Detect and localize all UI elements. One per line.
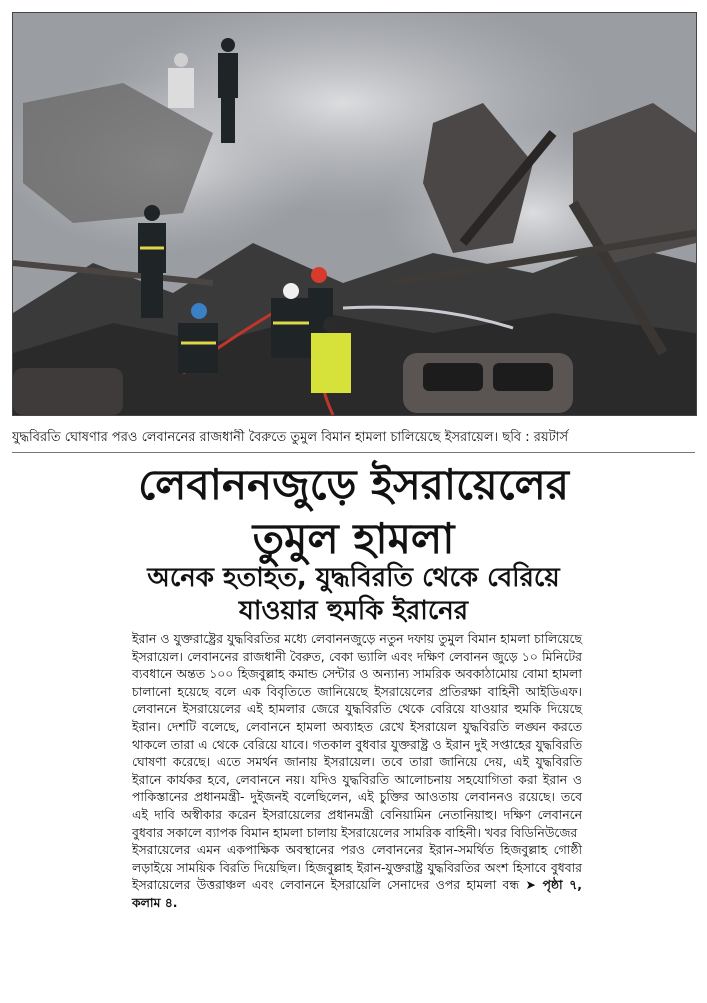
headline-line-2: তুমুল হামলা bbox=[252, 514, 455, 563]
news-photo bbox=[12, 12, 697, 416]
article-paragraph-2-text: ইসরায়েলের এমন একপাক্ষিক অবস্থানের পরও লেবাননের ইরান-সমর্থিত হিজবুল্লাহ গোষ্ঠী লড়াইয়ে সাময়িক বিরতি দিয়েছিল। হিজবুল্লাহ ইরান-যুক্তরাষ্ট্র যুদ্ধবিরতির অংশ হিসাবে বুধবার ইসরায়েলের উত্তরাঞ্চল এবং লেবাননে ইসরায়েলি সেনাদের ওপর হামলা বন্ধ bbox=[132, 842, 582, 893]
subheadline-line-2: যাওয়ার হুমকি ইরানের bbox=[238, 596, 469, 626]
headline-line-1: লেবাননজুড়ে ইসরায়েলের bbox=[138, 460, 569, 509]
photo-caption: যুদ্ধবিরতি ঘোষণার পরও লেবাননের রাজধানী বৈরুতে তুমুল বিমান হামলা চালিয়েছে ইসরায়েল। ছবি : রয়টার্স bbox=[12, 430, 569, 445]
subheadline bbox=[12, 562, 695, 628]
subheadline-line-1: অনেক হতাহত, যুদ্ধবিরতি থেকে বেরিয়ে bbox=[147, 563, 560, 593]
article-body bbox=[132, 630, 582, 912]
caption-divider bbox=[12, 452, 695, 453]
fire-rubble-illustration bbox=[13, 13, 696, 415]
article-paragraph-2 bbox=[132, 841, 582, 911]
continued-on-page: ➤ পৃষ্ঠা ৭, কলাম ৪. bbox=[132, 877, 582, 910]
article-paragraph-1: ইরান ও যুক্তরাষ্ট্রের যুদ্ধবিরতির মধ্যে লেবাননজুড়ে নতুন দফায় তুমুল বিমান হামলা চালিয়েছে ইসরায়েল। লেবাননের রাজধানী বৈরুত, বেকা ভ্যালি এবং দক্ষিণ লেবানন জুড়ে ১০ মিনিটের ব্যবধানে অন্তত ১০০ হিজবুল্লাহ কমান্ড সেন্টার ও অন্যান্য সামরিক অবকাঠামোয় বোমা হামলা চালানো হয়েছে বলে এক বিবৃতিতে জানিয়েছে ইসরায়েলের প্রতিরক্ষা বাহিনী আইডিএফ। লেবাননে ইসরায়েলের এই হামলার জেরে যুদ্ধবিরতি থেকে বেরিয়ে যাওয়ার হুমকি দিয়েছে ইরান। দেশটি বলেছে, লেবাননে হামলা অব্যাহত রেখে ইসরায়েল যুদ্ধবিরতি লঙ্ঘন করতে থাকলে তারা এ থেকে বেরিয়ে যাবে। গতকাল বুধবার যুক্তরাষ্ট্র ও ইরান দুই সপ্তাহের যুদ্ধবিরতি ঘোষণা করেছে। এতে সমর্থন জানায় ইসরায়েল। তবে তারা জানিয়ে দেয়, এই যুদ্ধবিরতি ইরানে কার্যকর হবে, লেবাননে নয়। যদিও যুদ্ধবিরতি আলোচনায় সহযোগিতা করা ইরান ও পাকিস্তানের প্রধানমন্ত্রী- দুইজনই বলেছিলেন, এই চুক্তির আওতায় লেবাননও রয়েছে। তবে এই দাবি অস্বীকার করেন ইসরায়েলের প্রধানমন্ত্রী বেনিয়ামিন নেতানিয়াহু। দক্ষিণ লেবাননে বুধবার সকালে ব্যাপক বিমান হামলা চালায় ইসরায়েলের সামরিক বাহিনী। খবর বিডিনিউজের bbox=[132, 631, 582, 840]
headline bbox=[12, 458, 695, 566]
